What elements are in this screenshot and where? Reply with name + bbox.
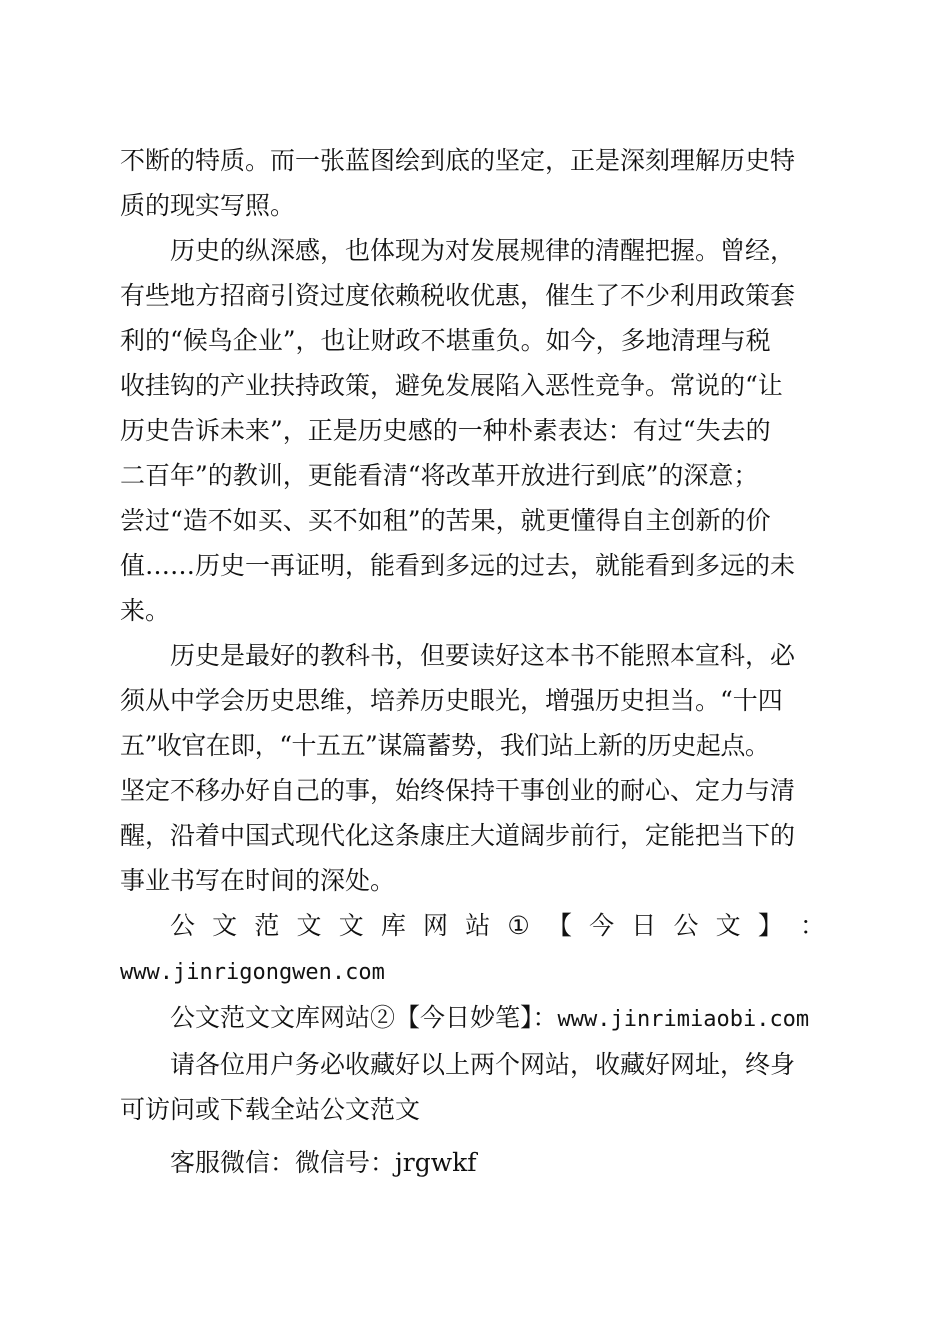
- paragraph-historical-depth: 历史的纵深感，也体现为对发展规律的清醒把握。曾经， 有些地方招商引资过度依赖税收优惠，催生了不少利用政策套 利的“候鸟企业”，也让财政不堪重负。如今，多地清理与税 收挂钩的产业扶持政策，避免发展陷入恶性竞争。常说的“让 历史告诉未来”，正是历史感的一种朴素表达：有过“失去的 二百年”的教训，更能看清“将改革开放进行到底”的深意； 尝过“造不如买、买不如租”的苦果，就更懂得自主创新的价 值……历史一再证明，能看到多远的过去，就能看到多远的未 来。: [120, 236, 796, 625]
- paragraph-textbook: 历史是最好的教科书，但要读好这本书不能照本宣科，必 须从中学会历史思维，培养历史眼光，增强历史担当。“十四 五”收官在即，“十五五”谋篇蓄势，我们站上新的历史起点。 坚定不移办好自己的事，始终保持干事创业的耐心、定力与清 醒，沿着中国式现代化这条康庄大道阔步前行，定能把当下的 事业书写在时间的深处。: [120, 641, 796, 895]
- site2-url-link[interactable]: www.jinrimiaobi.com: [557, 1007, 810, 1032]
- paragraph-continued: 不断的特质。而一张蓝图绘到底的坚定，正是深刻理解历史特 质的现实写照。: [120, 146, 796, 220]
- document-page: [120, 138, 825, 1185]
- site2-label: 公文范文文库网站②【今日妙笔】：: [170, 1003, 558, 1032]
- site1-label: 公 文 范 文 文 库 网 站 ① 【 今 日 公 文 】 ：: [170, 911, 825, 940]
- bookmark-notice: 请各位用户务必收藏好以上两个网站，收藏好网址，终身 可访问或下载全站公文范文: [120, 1050, 796, 1124]
- site1-url-link[interactable]: www.jinrigongwen.com: [120, 960, 385, 985]
- contact-wechat: 客服微信：微信号：jrgwkf: [170, 1148, 477, 1177]
